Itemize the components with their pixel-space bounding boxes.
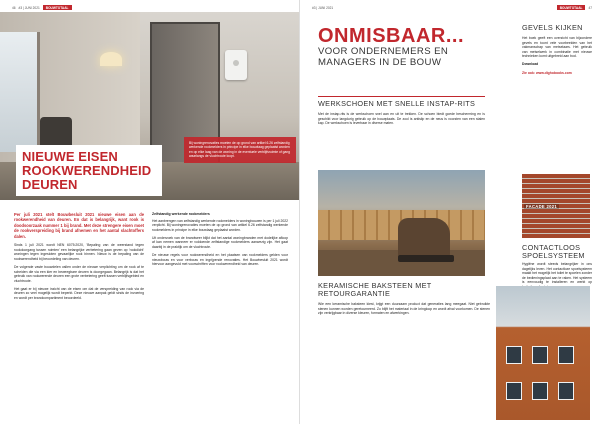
article-column-2 — [152, 212, 288, 270]
paragraph: Het gaat er bij nieuwe inzicht van de eisen om dat de verspreiding van rook via de deuren zo veel mogelijk wordt beperkt. Deze nieuwe aanpak geldt sinds de invoering en wordt per brandcompartiment beoordeeld. — [14, 286, 144, 300]
paragraph: Het boek geeft een overzicht van bijzondere gevels en toont vele voorbeelden van het vakmanschap van metselaars. Het gebruik van metselwerk in combinatie met nieuwe technieken komt uitgebreid aan bod. — [522, 36, 592, 59]
contactloos-body: Hygiëne wordt steeds belangrijker in ons dagelijks leven. Het contactloze spoelsysteem maakt het mogelijk het toilet te spoelen zonder de bedieningsplaat aan te raken. Het systeem is eenvoudig te installeren en werkt op — [522, 262, 592, 285]
insta-rits-title: WERKSCHOEN MET SNELLE INSTAP-RITS — [318, 99, 476, 108]
boot-icon — [398, 218, 450, 258]
kuren-body — [522, 36, 592, 79]
facade-label: FACADE 2021 — [526, 204, 557, 209]
kuren-title: GEVELS KIJKEN — [522, 23, 583, 32]
download-label: Download — [522, 62, 539, 67]
paragraph: De nieuwe regels voor rookwerendheid en het plaatsen van rookmelders gelden voor nieuwbouw en voor verbouw en ingrijpende renovaties. Het Bouwbesluit 2021 wordt hiervoor aangevuld met voorschriften voor rookwerendheid van deuren. — [152, 253, 288, 267]
issue-label: #3 | JUNI 2021 — [312, 5, 334, 10]
paragraph: Het aanbrengen van zelfstandig werkende rookmelders in woningbouwen is per 1 juli 2022 verplicht. Bij woningrenovaties moeten de op grond van artikel 6.26 zelfstandig werkende rookmelders in principe in elke bouwlaag geplaatst worden. — [152, 218, 288, 232]
running-head-right — [312, 5, 592, 10]
insta-rits-body: Met de instap-rits is de werkschoen snel aan en uit te trekken. De schoen biedt goede bescherming en is geschikt voor langdurig gebruik op de bouwplaats. De zool is antislip en de neus is voorzien van een stalen kap. De werkschoen is leverbaar in diverse maten. — [318, 112, 485, 126]
running-head-left — [12, 5, 72, 10]
title-line-2: VOOR ONDERNEMERS EN MANAGERS IN DE BOUW — [318, 46, 449, 68]
page-headline: NIEUWE EISEN ROOKWERENDHEID DEUREN — [22, 149, 152, 192]
issue-label: #3 | JUNI 2021 — [18, 5, 40, 10]
article-subhead: Zelfstandig werkende rookmelders — [152, 212, 210, 216]
contactloos-title: CONTACTLOOS SPOELSYSTEEM — [522, 243, 585, 260]
smoke-detector-icon — [225, 50, 247, 80]
title-line-1: ONMISBAAR... — [318, 25, 464, 47]
page-number: 46 — [12, 5, 16, 10]
section-title — [318, 26, 490, 68]
hero-caption: Bij woningrenovaties moeten de op grond van artikel 6.26 zelfstandig werkende rookmelders in principe in elke bouwlaag geplaatst worden en op elke laag van de woning in de eventuele verblijfsruimte of gang waarlangs de vluchtroute loopt. — [184, 137, 296, 163]
download-link[interactable]: Zie ook: www.dighobooks.com — [522, 70, 572, 75]
paragraph: Uit onderzoek van de brandweer blijkt dat het aantal woningbranden met dodelijke afloop af kan nemen wanneer er voldoende zelfstandige rookmelders aanwezig zijn. Het gaat daarbij in de praktijk om de vluchtroute. — [152, 235, 288, 250]
article-lead: Per juli 2021 stelt Bouwbesluit 2021 nieuwe eisen aan de rookwerendheid van deuren. En dat is belangrijk, want rook is doodsoorzaak nummer 1 bij brand. Met deze strengere eisen moet de rookverspreiding bij brand afnemen en het aantal slachtoffers dalen. — [14, 212, 144, 239]
paragraph: Sinds 1 juli 2021 wordt NEN 6075:2020, 'Bepaling van de weerstand tegen rookdoorgang tussen ruimten' een belangrijke verbetering gaan geven op 'rookdicht' woningen tegen ingesloten gevaarlijke rook binnen. Nieuw is de bepaling van de rookwerendheid bij beoordeling van deuren. — [14, 243, 144, 261]
workboot-photo — [318, 170, 485, 276]
right-page — [300, 0, 600, 424]
headline-box — [16, 145, 162, 196]
article-column-1 — [14, 212, 144, 304]
section-tag: BOUWTOTAAL — [43, 5, 72, 10]
facade-book-photo — [522, 174, 590, 238]
baksteen-body: Wie een keramische baksteen kiest, krijgt een duurzaam product dat generaties lang meegaat. Niet gebruikte stenen kunnen worden geretourneerd. Zo blijft het materiaal in de kringloop en wordt afval voorkomen. De stenen zijn verkrijgbaar in diverse kleuren, formaten en afwerkingen. — [318, 302, 490, 316]
brick-house-photo — [496, 286, 590, 420]
section-tag: BOUWTOTAAL — [557, 5, 586, 10]
baksteen-title: KERAMISCHE BAKSTEEN MET RETOURGARANTIE — [318, 281, 432, 298]
page-number: 47 — [588, 5, 592, 10]
divider — [318, 96, 485, 97]
paragraph: De volgende vaste bouwdelen vallen onder de nieuwe verplichting om de rook af te scheiden die via een kier en beweegbare deuren is doorgegaan. Belangrijk is dat het gebruik van rookwerende deuren een grote verbetering geeft tussen verblijfsgebied en vluchtroute. — [14, 264, 144, 283]
